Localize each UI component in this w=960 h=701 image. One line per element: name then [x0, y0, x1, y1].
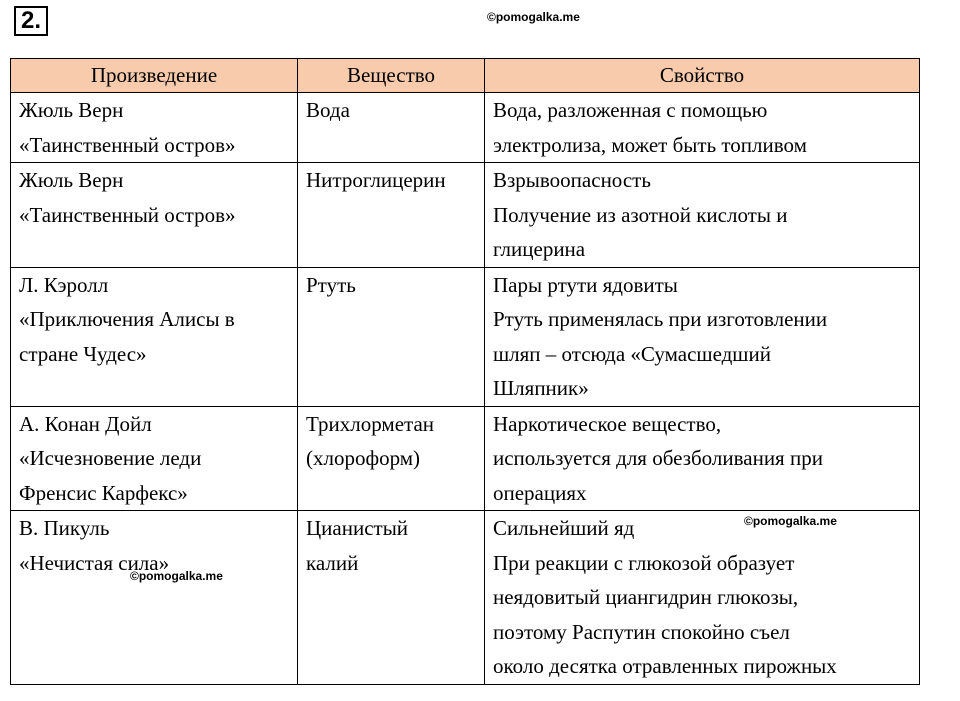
cell-line: Нитроглицерин	[306, 168, 446, 192]
cell-line: А. Конан Дойл	[19, 411, 152, 436]
task-number: 2.	[14, 6, 48, 36]
substances-table	[10, 58, 920, 685]
table-row	[11, 406, 920, 511]
cell-line: глицерина	[493, 237, 586, 261]
watermark-bottom: ©pomogalka.me	[130, 569, 223, 583]
cell-line: электролиза, может быть топливом	[493, 132, 807, 157]
cell-line: «Нечистая сила»	[19, 550, 170, 575]
cell-substance	[298, 267, 485, 406]
cell-line: Трихлорметан	[306, 411, 435, 436]
cell-line: (хлороформ)	[306, 446, 421, 470]
cell-line: Ртуть применялась при изготовлении	[493, 307, 828, 331]
cell-line: около десятка отравленных пирожных	[493, 654, 837, 678]
cell-line: «Исчезновение леди	[19, 446, 202, 470]
cell-substance	[298, 511, 485, 685]
cell-line: Жюль Верн	[19, 168, 124, 192]
watermark-top: ©pomogalka.me	[487, 10, 580, 24]
cell-line: операциях	[493, 480, 587, 505]
cell-line: используется для обезболивания при	[493, 446, 823, 470]
cell-work	[11, 267, 298, 406]
header-work: Произведение	[11, 59, 298, 93]
cell-work	[11, 163, 298, 268]
cell-property	[485, 406, 920, 511]
header-row	[11, 59, 920, 93]
cell-work	[11, 511, 298, 685]
cell-line: стране Чудес»	[19, 341, 147, 366]
cell-line: шляп – отсюда «Сумасшедший	[493, 341, 771, 366]
cell-work	[11, 93, 298, 163]
cell-line: В. Пикуль	[19, 516, 110, 540]
cell-line: При реакции с глюкозой образует	[493, 550, 795, 575]
cell-property	[485, 267, 920, 406]
cell-line: Вода, разложенная с помощью	[493, 98, 768, 122]
cell-line: Френсис Карфекс»	[19, 480, 188, 505]
cell-line: «Таинственный остров»	[19, 132, 236, 157]
cell-work	[11, 406, 298, 511]
cell-line: Взрывоопасность	[493, 168, 651, 192]
cell-line: «Таинственный остров»	[19, 202, 236, 227]
header-property: Свойство	[485, 59, 920, 93]
cell-line: Получение из азотной кислоты и	[493, 202, 788, 227]
cell-substance	[298, 163, 485, 268]
cell-line: поэтому Распутин спокойно съел	[493, 619, 790, 644]
table-row	[11, 267, 920, 406]
cell-line: Пары ртути ядовиты	[493, 272, 678, 297]
cell-substance	[298, 93, 485, 163]
table-row	[11, 511, 920, 685]
cell-line: неядовитый циангидрин глюкозы,	[493, 585, 799, 609]
cell-property	[485, 163, 920, 268]
table-row	[11, 163, 920, 268]
watermark-middle: ©pomogalka.me	[744, 514, 837, 528]
cell-substance	[298, 406, 485, 511]
cell-line: Наркотическое вещество,	[493, 411, 722, 436]
header-substance: Вещество	[298, 59, 485, 93]
cell-line: Л. Кэролл	[19, 272, 109, 297]
cell-line: Цианистый	[306, 516, 409, 540]
cell-line: Сильнейший яд	[493, 516, 635, 540]
cell-line: Шляпник»	[493, 376, 589, 400]
cell-line: Ртуть	[306, 272, 356, 297]
cell-line: калий	[306, 550, 359, 575]
cell-line: Вода	[306, 98, 350, 122]
table-row	[11, 93, 920, 163]
cell-property	[485, 93, 920, 163]
cell-property	[485, 511, 920, 685]
cell-line: Жюль Верн	[19, 98, 124, 122]
cell-line: «Приключения Алисы в	[19, 307, 235, 331]
